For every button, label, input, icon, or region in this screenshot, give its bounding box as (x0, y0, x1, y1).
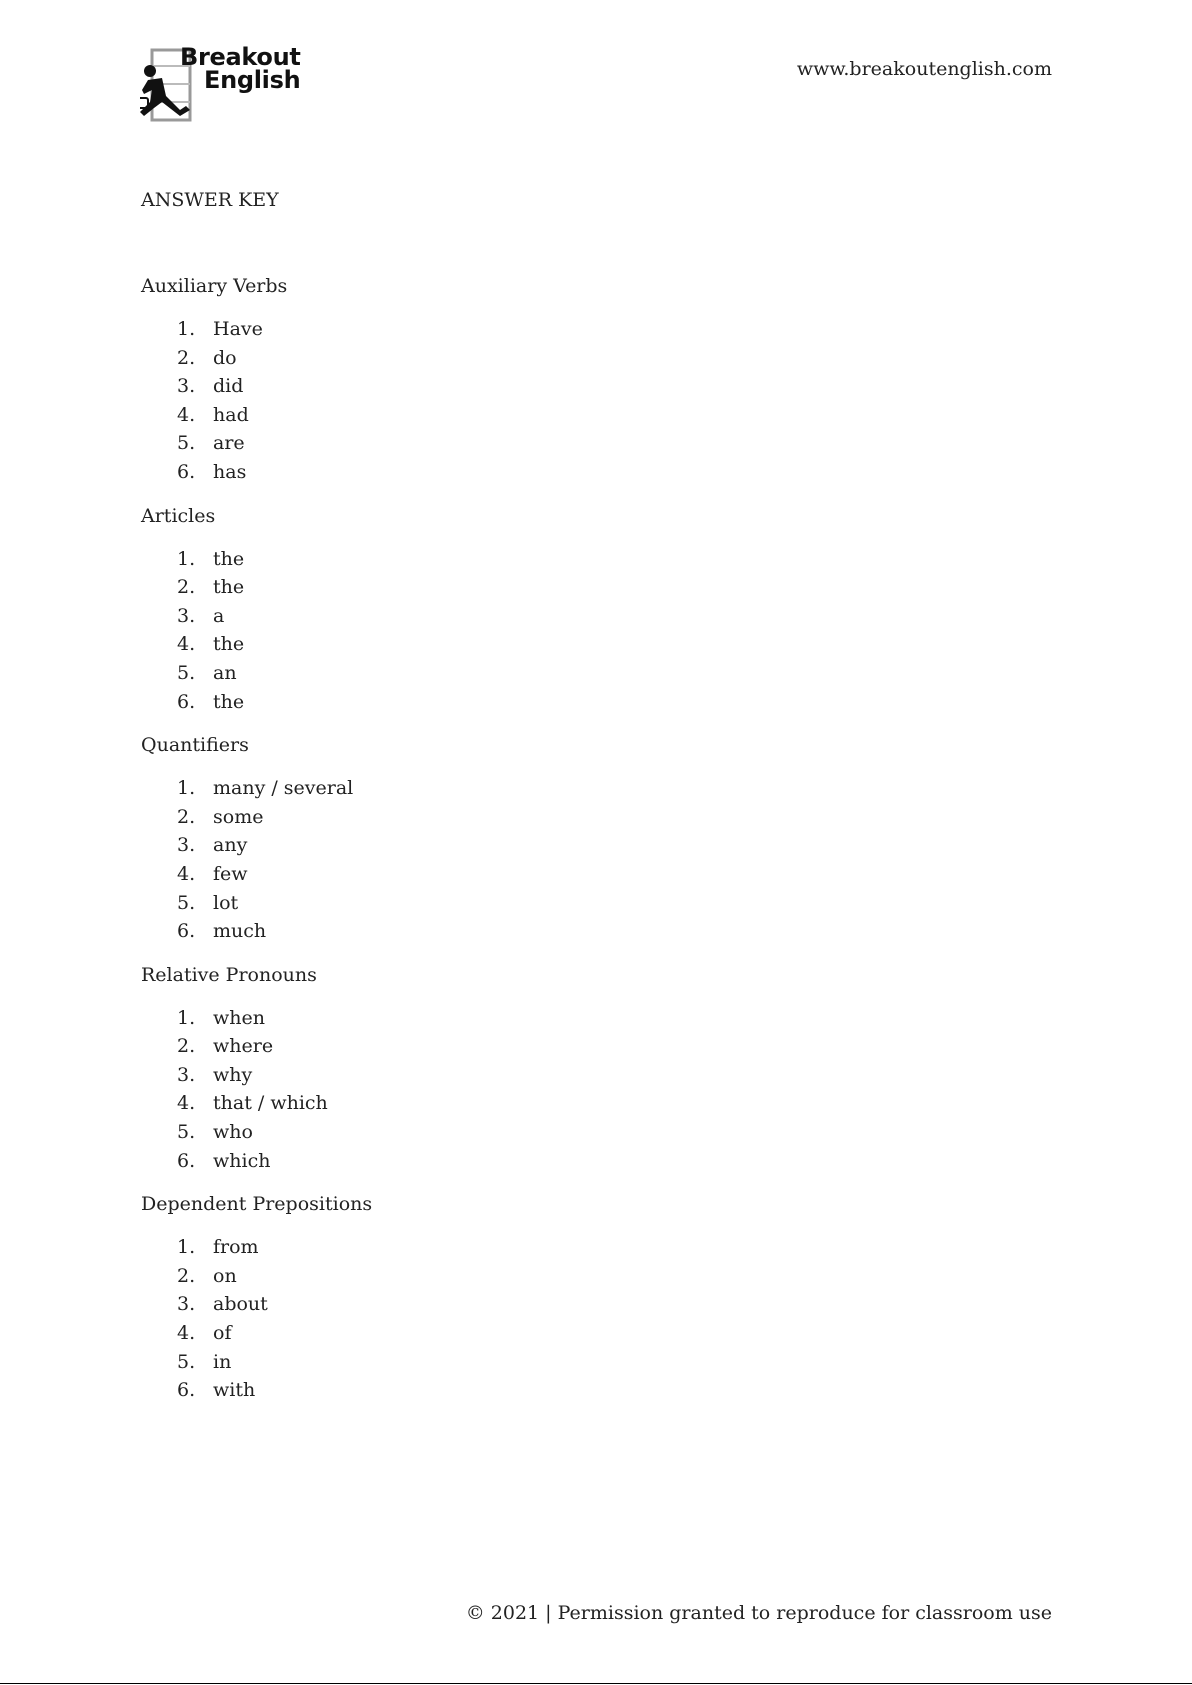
list-item (141, 917, 1041, 946)
sections (141, 272, 1041, 1405)
section-relative-pronouns (141, 961, 1041, 1176)
page-title: ANSWER KEY (141, 189, 279, 211)
item-number: 5. (177, 1350, 196, 1373)
list-item (141, 1061, 1041, 1090)
list-item (141, 573, 1041, 602)
list-item (141, 344, 1041, 373)
item-number: 3. (177, 1063, 196, 1086)
item-answer: where (213, 1035, 274, 1058)
list-item (141, 630, 1041, 659)
list-item (141, 831, 1041, 860)
item-number: 3. (177, 1293, 196, 1316)
item-number: 2. (177, 346, 196, 369)
item-number: 5. (177, 432, 196, 455)
answer-key-content (141, 186, 1041, 1420)
list-item (141, 1233, 1041, 1262)
logo-wordmark (180, 43, 320, 94)
item-answer: are (213, 432, 245, 455)
item-answer: who (213, 1121, 253, 1144)
item-number: 6. (177, 1379, 196, 1402)
item-number: 1. (177, 1006, 196, 1029)
item-number: 5. (177, 1121, 196, 1144)
item-number: 5. (177, 661, 196, 684)
section-auxiliary-verbs (141, 272, 1041, 487)
item-answer: few (213, 862, 248, 885)
breakout-english-logo (140, 44, 320, 128)
list-item (141, 1290, 1041, 1319)
answer-list (141, 545, 1041, 717)
list-item (141, 889, 1041, 918)
item-answer: lot (213, 891, 239, 914)
item-number: 5. (177, 891, 196, 914)
item-number: 1. (177, 777, 196, 800)
item-number: 6. (177, 920, 196, 943)
list-item (141, 1376, 1041, 1405)
list-item (141, 1262, 1041, 1291)
item-number: 4. (177, 1322, 196, 1345)
item-answer: much (213, 920, 267, 943)
list-item (141, 545, 1041, 574)
site-url[interactable]: www.breakoutenglish.com (796, 58, 1052, 80)
list-item (141, 429, 1041, 458)
list-item (141, 401, 1041, 430)
section-title: Auxiliary Verbs (141, 275, 288, 297)
item-answer: when (213, 1006, 265, 1029)
list-item (141, 602, 1041, 631)
section-quantifiers (141, 731, 1041, 946)
list-item (141, 1319, 1041, 1348)
item-answer: in (213, 1350, 232, 1373)
list-item (141, 1032, 1041, 1061)
item-answer: the (213, 547, 245, 570)
item-answer: any (213, 834, 248, 857)
item-answer: a (213, 604, 225, 627)
item-answer: many / several (213, 777, 354, 800)
item-number: 6. (177, 1149, 196, 1172)
copyright-footer: © 2021 | Permission granted to reproduce for classroom use (465, 1602, 1052, 1624)
section-title: Relative Pronouns (141, 963, 317, 986)
section-title: Dependent Prepositions (141, 1193, 373, 1216)
item-answer: had (213, 403, 249, 426)
item-number: 3. (177, 604, 196, 627)
list-item (141, 803, 1041, 832)
item-number: 2. (177, 805, 196, 828)
item-answer: about (213, 1293, 268, 1316)
section-title: Quantifiers (141, 734, 249, 757)
item-answer: which (213, 1149, 271, 1172)
item-answer: from (213, 1236, 259, 1259)
list-item (141, 688, 1041, 717)
item-number: 2. (177, 1035, 196, 1058)
item-number: 4. (177, 1092, 196, 1115)
answer-list (141, 1004, 1041, 1176)
item-answer: Have (213, 318, 263, 340)
list-item (141, 1147, 1041, 1176)
answer-list (141, 774, 1041, 946)
item-number: 4. (177, 862, 196, 885)
item-number: 1. (177, 1236, 196, 1259)
list-item (141, 458, 1041, 487)
list-item (141, 1118, 1041, 1147)
item-number: 6. (177, 460, 196, 483)
item-answer: the (213, 690, 245, 713)
list-item (141, 372, 1041, 401)
item-number: 1. (177, 547, 196, 570)
item-number: 1. (177, 318, 196, 340)
page-bottom-divider (0, 1683, 1192, 1684)
item-answer: why (213, 1063, 253, 1086)
item-answer: with (213, 1379, 256, 1402)
item-answer: some (213, 805, 264, 828)
item-answer: has (213, 460, 247, 483)
section-dependent-prepositions (141, 1190, 1041, 1405)
item-answer: the (213, 576, 245, 599)
item-number: 6. (177, 690, 196, 713)
list-item (141, 1089, 1041, 1118)
list-item (141, 1348, 1041, 1377)
item-number: 2. (177, 1264, 196, 1287)
logo-word-english: English (204, 66, 301, 94)
item-number: 3. (177, 834, 196, 857)
item-answer: that / which (213, 1092, 328, 1115)
list-item (141, 1004, 1041, 1033)
item-answer: an (213, 661, 237, 684)
item-answer: on (213, 1264, 237, 1287)
section-title: Articles (141, 504, 216, 527)
list-item (141, 659, 1041, 688)
list-item (141, 774, 1041, 803)
item-answer: do (213, 346, 237, 369)
item-answer: the (213, 633, 245, 656)
answer-list (141, 1233, 1041, 1405)
list-item (141, 860, 1041, 889)
answer-list (141, 315, 1041, 487)
section-articles (141, 502, 1041, 717)
list-item (141, 315, 1041, 344)
item-answer: of (213, 1322, 232, 1345)
item-number: 4. (177, 633, 196, 656)
item-number: 4. (177, 403, 196, 426)
logo-word-breakout: Breakout (180, 43, 301, 71)
item-number: 2. (177, 576, 196, 599)
item-answer: did (213, 375, 244, 398)
item-number: 3. (177, 375, 196, 398)
